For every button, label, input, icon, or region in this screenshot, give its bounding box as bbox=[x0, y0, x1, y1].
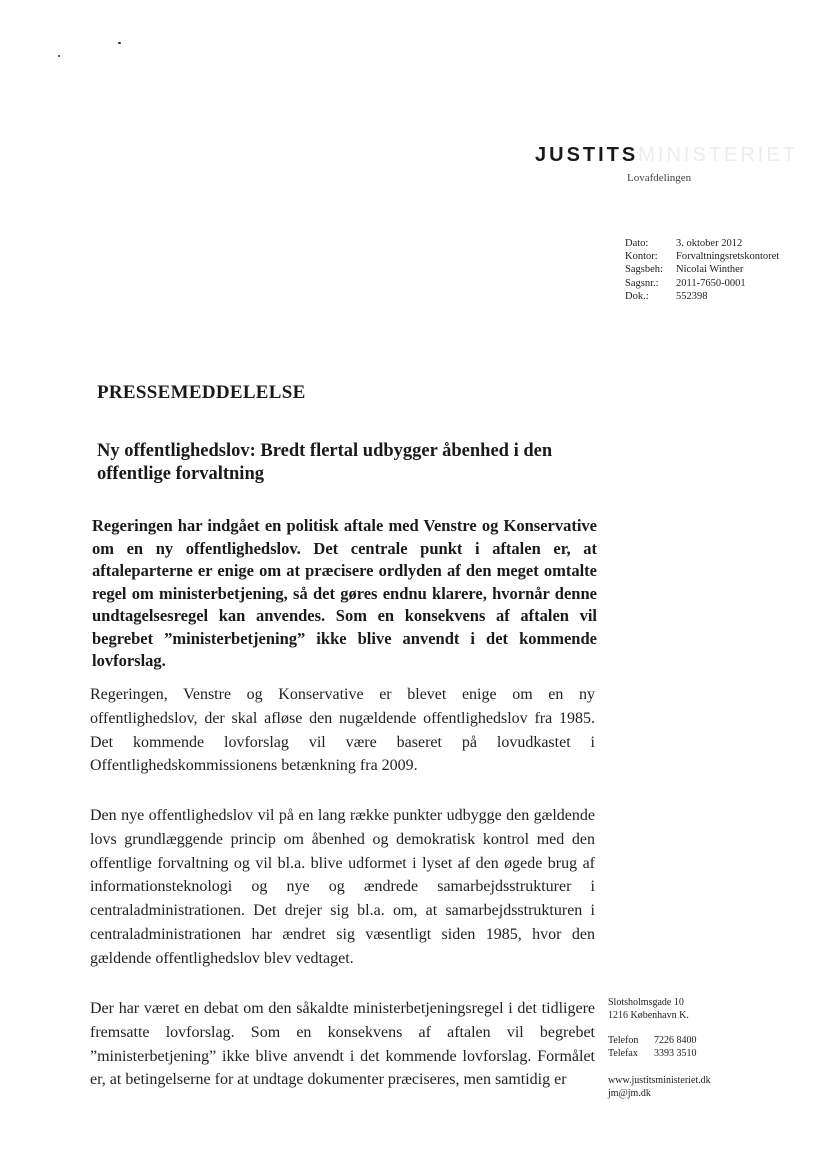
phone-number: 7226 8400 bbox=[654, 1035, 697, 1046]
scan-speck bbox=[58, 55, 60, 57]
meta-value: Forvaltningsretskontoret bbox=[676, 251, 780, 263]
phone-label: Telefon bbox=[608, 1035, 639, 1046]
address-street: Slotsholmsgade 10 bbox=[608, 997, 684, 1008]
address-city: 1216 København K. bbox=[608, 1010, 689, 1021]
website: www.justitsministeriet.dk bbox=[608, 1075, 711, 1086]
logo-main-text: JUSTITS bbox=[535, 144, 639, 166]
fax-label: Telefax bbox=[608, 1048, 638, 1059]
meta-value: 2011-7650-0001 bbox=[676, 277, 746, 289]
body-paragraph: Regeringen, Venstre og Konservative er blevet enige om en ny offentlighedslov, der skal afløse den nugældende offentlighedslov fra 1985. Det kommende lovforslag vil være baseret på lovudkastet i Offentlighedskommissionens betænkning fra 2009. bbox=[90, 686, 595, 775]
department-name: Lovafdelingen bbox=[627, 172, 692, 184]
email: jm@jm.dk bbox=[608, 1088, 651, 1099]
contact-web bbox=[608, 1074, 711, 1100]
meta-row-caseworker bbox=[625, 263, 779, 276]
ministry-logo bbox=[535, 144, 798, 167]
meta-label: Sagsbeh: bbox=[625, 264, 663, 276]
meta-value: 552398 bbox=[676, 290, 708, 302]
lead-paragraph: Regeringen har indgået en politisk aftale med Venstre og Konservative om en ny offentlighedslov. Det centrale punkt i aftalen er, at aftaleparterne er enige om at præcisere ordlyden af den meget omtalte regel om ministerbetjening, så det gøres endnu klarere, hvornår denne undtagelsesregel kan anvendes. Som en konsekvens af aftalen vil begrebet ”ministerbetjening” ikke blive anvendt i det kommende lovforslag. bbox=[92, 516, 597, 670]
body-paragraph: Den nye offentlighedslov vil på en lang række punkter udbygge den gældende lovs grundlæggende princip om åbenhed og demokratisk kontrol med den offentlige forvaltning og vil bl.a. blive udformet i lyset af den øgede brug af informationsteknologi og nye og ændrede samarbejdsstrukturer i centraladministrationen. Det drejer sig bl.a. om, at samarbejdsstrukturen i centraladministrationen har ændret sig væsentligt siden 1985, hvor den gældende offentlighedslov blev vedtaget. bbox=[90, 807, 595, 967]
meta-row-case-number bbox=[625, 277, 779, 290]
logo-faded-text: MINISTERIET bbox=[638, 144, 798, 166]
meta-value: 3. oktober 2012 bbox=[676, 238, 743, 249]
contact-address bbox=[608, 996, 689, 1022]
meta-value: Nicolai Winther bbox=[676, 264, 744, 276]
contact-phones bbox=[608, 1034, 697, 1060]
phone-row bbox=[608, 1034, 697, 1047]
scan-speck bbox=[118, 42, 121, 44]
fax-number: 3393 3510 bbox=[654, 1048, 697, 1059]
meta-row-document bbox=[625, 290, 779, 303]
meta-row-date bbox=[625, 237, 779, 250]
fax-row bbox=[608, 1047, 697, 1060]
headline: Ny offentlighedslov: Bredt flertal udbygger åbenhed i den offentlige forvaltning bbox=[97, 441, 553, 484]
document-title: PRESSEMEDDELELSE bbox=[97, 382, 306, 403]
meta-label: Dato: bbox=[625, 238, 649, 249]
meta-label: Kontor: bbox=[625, 251, 658, 263]
body-paragraph: Der har været en debat om den såkaldte ministerbetjeningsregel i det tidligere fremsatte lovforslag. Som en konsekvens af aftalen vil begrebet ”ministerbetjening” ikke blive anvendt i det kommende lovforslag. Formålet er, at betingelserne for at undtage dokumenter præciseres, men samtidig er bbox=[90, 1000, 595, 1089]
meta-label: Sagsnr.: bbox=[625, 277, 659, 289]
document-metadata bbox=[625, 237, 779, 303]
meta-row-office bbox=[625, 250, 779, 263]
meta-label: Dok.: bbox=[625, 290, 649, 302]
